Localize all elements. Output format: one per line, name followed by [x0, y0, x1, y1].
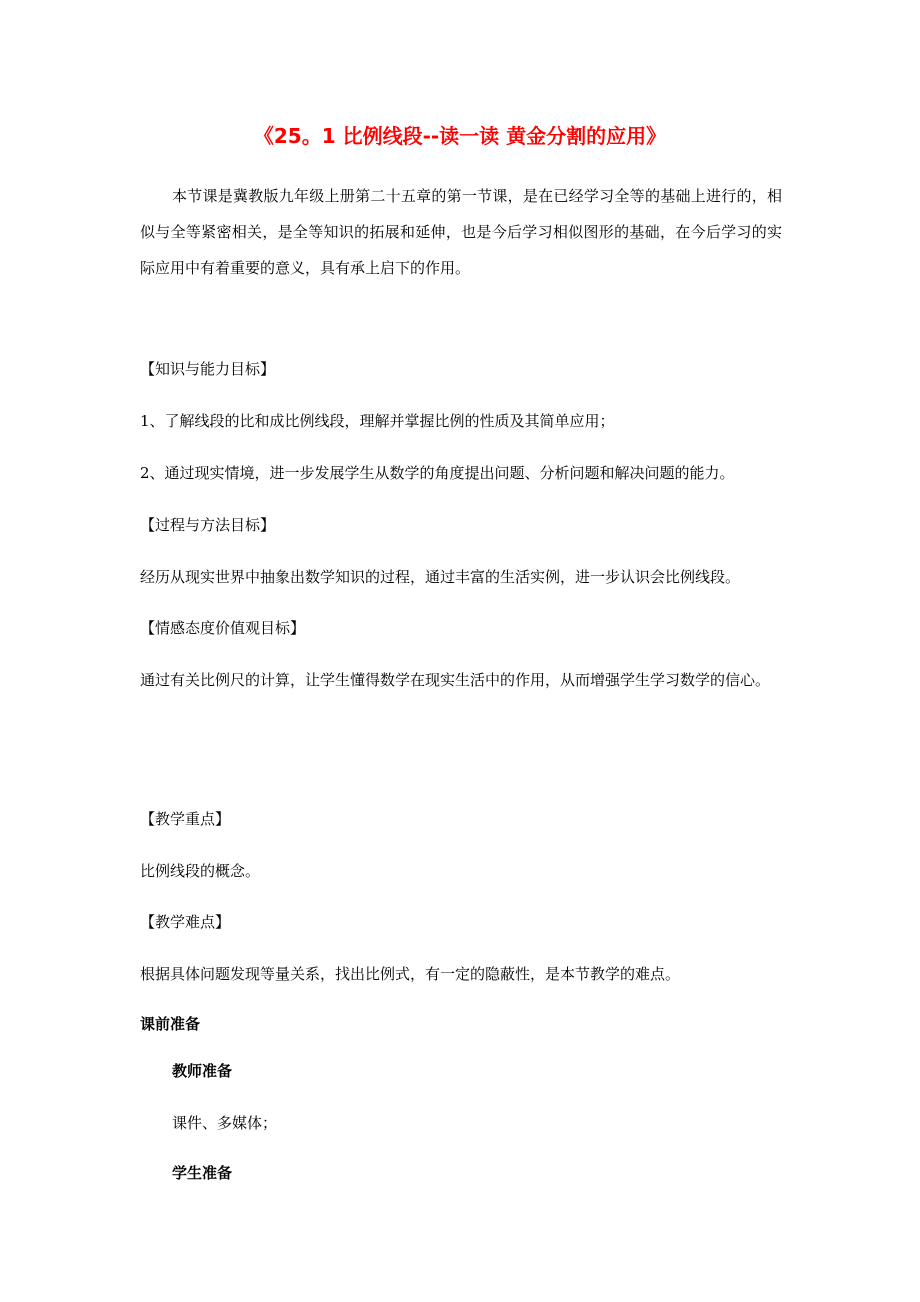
knowledge-item-1: 1、了解线段的比和成比例线段，理解并掌握比例的性质及其简单应用；	[140, 412, 615, 430]
teaching-difficulty-text: 根据具体问题发现等量关系，找出比例式，有一定的隐蔽性，是本节教学的难点。	[140, 965, 681, 983]
intro-paragraph: 本节课是冀教版九年级上册第二十五章的第一节课，是在已经学习全等的基础上进行的，相似与全等紧密相关，是全等知识的拓展和延伸，也是今后学习相似图形的基础，在今后学习的实际应用中有着重要的意义，具有承上启下的作用。	[140, 187, 782, 277]
knowledge-ability-heading: 【知识与能力目标】	[140, 360, 276, 378]
teacher-preparation-text: 课件、多媒体；	[172, 1114, 278, 1132]
knowledge-item-2: 2、通过现实情境，进一步发展学生从数学的角度提出问题、分析问题和解决问题的能力。	[140, 464, 735, 482]
student-preparation-heading: 学生准备	[172, 1164, 233, 1182]
teaching-key-point-heading: 【教学重点】	[140, 810, 231, 828]
emotion-attitude-heading: 【情感态度价值观目标】	[140, 619, 306, 637]
process-method-heading: 【过程与方法目标】	[140, 516, 276, 534]
teaching-key-point-text: 比例线段的概念。	[140, 862, 261, 880]
process-method-text: 经历从现实世界中抽象出数学知识的过程，通过丰富的生活实例，进一步认识会比例线段。	[140, 568, 741, 586]
emotion-attitude-text: 通过有关比例尺的计算，让学生懂得数学在现实生活中的作用，从而增强学生学习数学的信心。	[140, 671, 771, 689]
teacher-preparation-heading: 教师准备	[172, 1062, 233, 1080]
document-title: 《25。1 比例线段--读一读 黄金分割的应用》	[253, 124, 667, 148]
preparation-heading: 课前准备	[140, 1015, 201, 1033]
teaching-difficulty-heading: 【教学难点】	[140, 913, 231, 931]
